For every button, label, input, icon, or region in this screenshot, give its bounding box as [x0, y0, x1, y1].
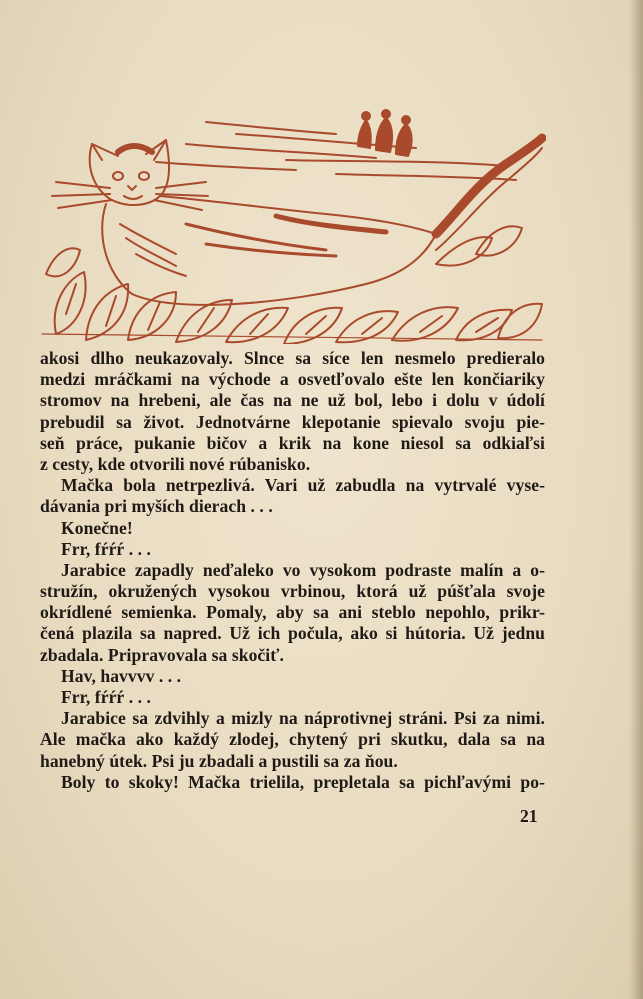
text-line: Hav, havvvv . . . — [61, 665, 182, 686]
text-line: okrídlené semienka. Pomaly, aby sa ani steblo nepohlo, prikr- — [40, 602, 545, 623]
text-line: zbadala. Pripravovala sa skočiť. — [40, 644, 284, 665]
text-line: medzi mráčkami na východe a osvetľovalo ešte len končiariky — [40, 369, 545, 390]
text-line: Jarabice sa zdvihly a mizly na náprotivnej stráni. Psi za nimi. — [61, 708, 545, 729]
text-line: z cesty, kde otvorili nové rúbanisko. — [40, 453, 311, 474]
text-line: hanebný útek. Psi ju zbadali a pustili sa za ňou. — [40, 750, 398, 771]
text-line: Frr, fŕŕŕ . . . — [61, 538, 151, 559]
text-line: prebudil sa život. Jednotvárne klepotanie spievalo svoju pie- — [40, 411, 545, 432]
body-text — [40, 348, 545, 793]
text-line: Mačka bola netrpezlivá. Vari už zabudla na vytrvalé vyse- — [61, 475, 545, 496]
text-line: stružín, okružených vysokou vrbinou, ktorá už púšťala svoje — [40, 581, 545, 602]
text-line: stromov na hrebeni, ale čas na ne už bol, lebo i dolu v údolí — [40, 390, 545, 411]
cat-illustration — [36, 104, 546, 344]
text-line: Jarabice zapadly neďaleko vo vysokom podraste malín a o- — [61, 559, 545, 580]
text-line: Boly to skoky! Mačka trielila, prepletala sa pichľavými po- — [61, 771, 545, 792]
text-line: akosi dlho neukazovaly. Slnce sa síce len nesmelo predieralo — [40, 348, 545, 368]
text-line: Frr, fŕŕŕ . . . — [61, 687, 151, 707]
text-line: Ale mačka ako každý zlodej, chytený pri skutku, dala sa na — [40, 729, 545, 750]
text-line: dávania pri myších dierach . . . — [40, 496, 273, 517]
page-number: 21 — [520, 806, 538, 826]
text-line: seň práce, pukanie bičov a krik na kone niesol sa odkiaľsi — [40, 432, 545, 453]
text-line: čená plazila sa napred. Už ich počula, ako si hútoria. Už jednu — [40, 623, 545, 644]
text-line: Konečne! — [61, 517, 133, 538]
